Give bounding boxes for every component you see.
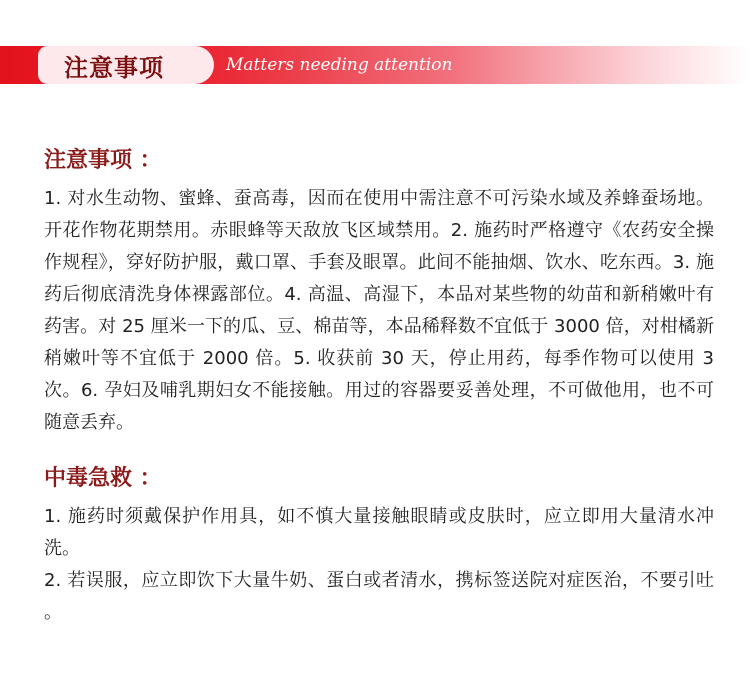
banner-subtitle: Matters needing attention	[226, 55, 453, 75]
banner-title-tab	[38, 46, 214, 84]
banner-title: 注意事项	[64, 53, 164, 82]
header-banner	[0, 46, 750, 84]
first-aid-paragraph-2: 2. 若误服，应立即饮下大量牛奶、蛋白或者清水，携标签送院对症医治，不要引吐 。	[44, 570, 714, 623]
first-aid-paragraph-1: 1. 施药时须戴保护作用具，如不慎大量接触眼睛或皮肤时，应立即用大量清水冲洗。	[44, 506, 714, 559]
section-title-precautions: 注意事项 ：	[44, 148, 162, 173]
section-title-first-aid: 中毒急救 ：	[44, 466, 162, 491]
precautions-paragraph: 1. 对水生动物、蜜蜂、蚕高毒，因而在使用中需注意不可污染水域及养蜂蚕场地。开花作物花期禁用。赤眼蜂等天敌放飞区域禁用。2. 施药时严格遵守《农药安全操作规程》，穿好防护服，戴口罩、手套及眼罩。此间不能抽烟、饮水、吃东西。3. 施药后彻底清洗身体裸露部位。4. 高温、高湿下，本品对某些物的幼苗和新稍嫩叶有药害。对 25 厘米一下的瓜、豆、棉苗等，本品稀释数不宜低于 3000 倍，对柑橘新稍嫩叶等不宜低于 2000 倍。5. 收获前 30 天，停止用药，每季作物可以使用 3 次。6. 孕妇及哺乳期妇女不能接触。用过的容器要妥善处理，不可做他用，也不可随意丢弃。	[44, 188, 714, 433]
